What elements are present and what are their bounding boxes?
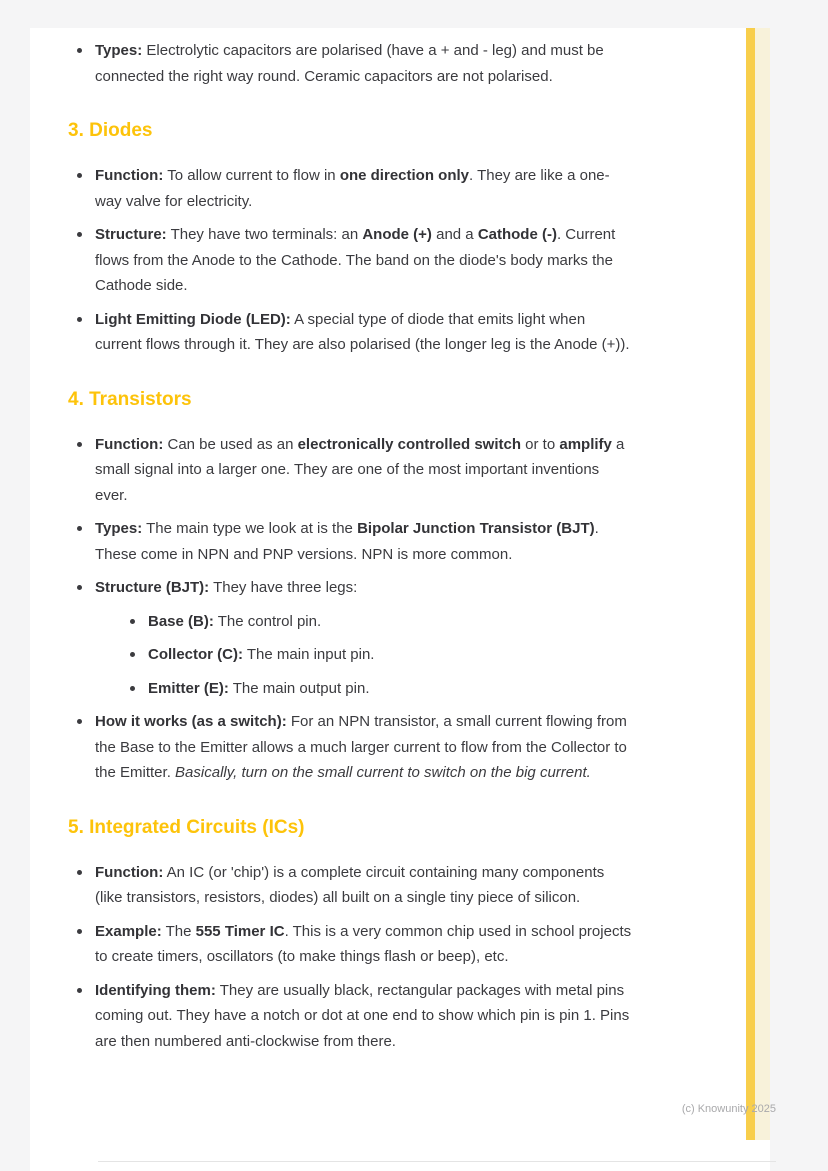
bullet-list	[68, 860, 634, 1055]
text-run: . Current flows from the Anode to the Cathode. The band on the diode's body marks the Cathode side.	[95, 226, 616, 294]
bold-text-run: Bipolar Junction Transistor (BJT)	[357, 520, 595, 537]
list-item	[68, 432, 634, 509]
bold-text-run: How it works (as a switch):	[95, 713, 287, 730]
list-item	[121, 642, 634, 668]
text-run: The control pin.	[213, 612, 322, 630]
list-item-text	[95, 226, 615, 294]
bullet-icon	[77, 719, 82, 724]
list-item	[68, 709, 634, 786]
list-item-text	[148, 680, 370, 697]
italic-text-run: Basically, turn on the small current to switch on the big current.	[175, 764, 591, 781]
text-run: . These come in NPN and PNP versions. NPN is more common.	[95, 520, 599, 563]
bullet-list	[68, 38, 634, 89]
bold-text-run: one direction only	[339, 167, 469, 184]
list-item	[68, 38, 634, 89]
bold-text-run: Collector (C):	[148, 646, 243, 663]
list-item	[121, 609, 634, 635]
bold-text-run: Types:	[95, 42, 143, 59]
bold-text-run: Example:	[95, 922, 162, 940]
text-run: A special type of diode that emits light when current flows through it. They are also polarised (the longer leg is the Anode (+)).	[95, 310, 630, 353]
bold-text-run: Function:	[95, 863, 164, 881]
document-page	[30, 28, 770, 1171]
footer-copyright: (c) Knowunity 2025	[681, 1103, 776, 1115]
list-item	[68, 860, 634, 911]
accent-stripe	[746, 28, 755, 1140]
list-item-text	[95, 42, 604, 85]
list-item	[68, 516, 634, 567]
list-item	[68, 163, 634, 214]
bold-text-run: Emitter (E):	[148, 679, 229, 697]
document-content	[68, 38, 634, 1062]
bold-text-run: amplify	[559, 435, 612, 453]
text-run: An IC (or 'chip') is a complete circuit containing many components (like transistors, resistors, diodes) all built on a single tiny piece of silicon.	[95, 863, 605, 906]
bold-text-run: 555 Timer IC	[195, 922, 285, 940]
text-run: They have two terminals: an	[166, 226, 363, 243]
list-item-text	[148, 646, 374, 663]
bullet-icon	[77, 585, 82, 590]
section-heading: 5. Integrated Circuits (ICs)	[68, 816, 305, 838]
bullet-icon	[130, 686, 135, 691]
bold-text-run: Function:	[95, 167, 164, 184]
bold-text-run: Light Emitting Diode (LED):	[95, 310, 291, 328]
text-run: The main input pin.	[243, 646, 375, 663]
text-run: For an NPN transistor, a small current flowing from the Base to the Emitter allows a much larger current to flow from the Collector to the Emitter.	[95, 713, 627, 781]
bullet-icon	[77, 232, 82, 237]
list-item	[68, 919, 634, 970]
list-item	[68, 307, 634, 358]
bold-text-run: electronically controlled switch	[297, 435, 521, 453]
list-item-text	[95, 982, 629, 1050]
list-item-text	[95, 579, 357, 596]
text-run: . They are like a one-way valve for electricity.	[95, 167, 610, 210]
list-item-text	[95, 167, 610, 210]
list-item-text	[95, 520, 599, 563]
bullet-list	[68, 432, 634, 786]
text-run: They have three legs:	[209, 579, 358, 596]
bullet-icon	[130, 652, 135, 657]
bullet-icon	[77, 870, 82, 875]
bold-text-run: Structure:	[95, 226, 167, 243]
accent-stripe-edge	[755, 28, 770, 1140]
list-item-text	[95, 864, 604, 907]
bold-text-run: Anode (+)	[362, 226, 432, 243]
list-item-text	[95, 923, 631, 966]
list-item	[68, 222, 634, 299]
section-heading: 4. Transistors	[68, 388, 192, 410]
bullet-icon	[77, 988, 82, 993]
text-run: Electrolytic capacitors are polarised (have a + and - leg) and must be connected the right way round. Ceramic capacitors are not polarised.	[95, 42, 604, 85]
bullet-icon	[130, 619, 135, 624]
text-run: The main type we look at is the	[142, 520, 358, 537]
text-run: a small signal into a larger one. They are one of the most important inventions ever.	[95, 435, 625, 504]
bold-text-run: Structure (BJT):	[95, 579, 210, 596]
text-run: and a	[431, 226, 478, 243]
list-item-text	[95, 436, 624, 504]
bullet-icon	[77, 173, 82, 178]
bullet-list	[68, 163, 634, 358]
bullet-icon	[77, 929, 82, 934]
text-run: The main output pin.	[228, 679, 370, 697]
text-run: . This is a very common chip used in school projects to create timers, oscillators (to make things flash or beep), etc.	[95, 922, 632, 965]
text-run: They are usually black, rectangular packages with metal pins coming out. They have a notch or dot at one end to show which pin is pin 1. Pins are then numbered anti-clockwise from there.	[95, 981, 630, 1050]
bold-text-run: Cathode (-)	[477, 226, 557, 243]
bold-text-run: Identifying them:	[95, 981, 216, 999]
list-item	[68, 978, 634, 1055]
bullet-icon	[77, 442, 82, 447]
text-run: or to	[521, 435, 560, 453]
list-item-text	[148, 613, 321, 630]
bold-text-run: Function:	[95, 435, 164, 453]
bullet-icon	[77, 48, 82, 53]
bold-text-run: Types:	[95, 520, 143, 537]
bullet-list	[95, 609, 634, 702]
text-run: To allow current to flow in	[163, 167, 340, 184]
list-item-text	[95, 713, 627, 781]
list-item-text	[95, 311, 630, 354]
bullet-icon	[77, 526, 82, 531]
text-run: Can be used as an	[163, 435, 298, 453]
bottom-divider	[98, 1161, 776, 1162]
text-run: The	[161, 922, 196, 940]
list-item	[121, 676, 634, 702]
list-item	[68, 575, 634, 701]
bold-text-run: Base (B):	[148, 612, 214, 630]
section-heading: 3. Diodes	[68, 120, 153, 141]
bullet-icon	[77, 317, 82, 322]
